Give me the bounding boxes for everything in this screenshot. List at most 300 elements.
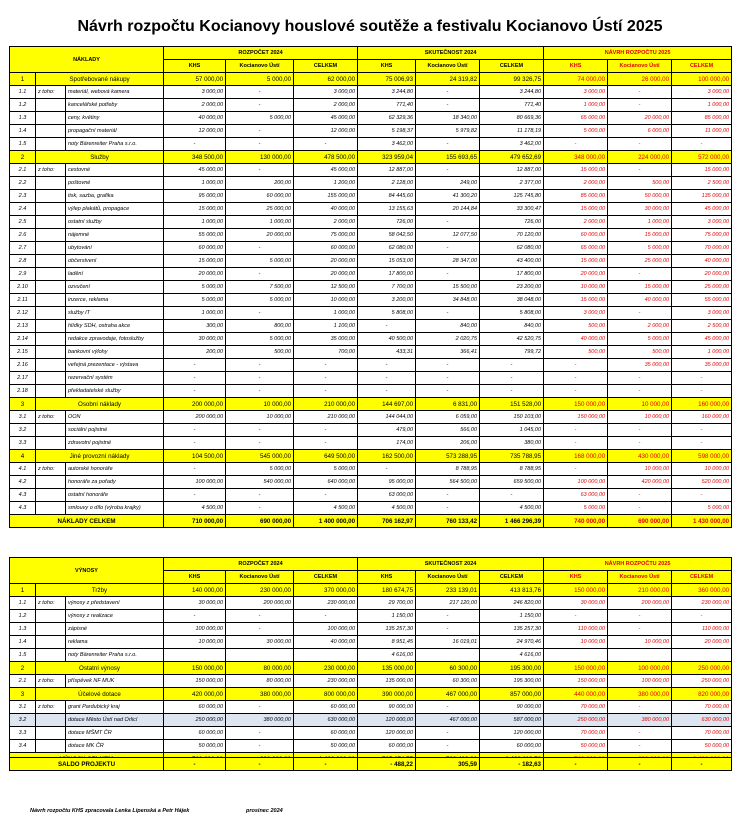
value-cell: - bbox=[294, 372, 358, 385]
value-cell: 573 288,95 bbox=[416, 450, 480, 463]
value-cell: 420 000,00 bbox=[608, 476, 672, 489]
value-cell: 100 000,00 bbox=[608, 675, 672, 688]
value-cell: 2 020,75 bbox=[416, 333, 480, 346]
value-cell: - bbox=[672, 138, 732, 151]
value-cell: - bbox=[672, 424, 732, 437]
value-cell: 144 697,00 bbox=[358, 398, 416, 411]
table-row bbox=[10, 307, 732, 320]
total-value-cell: 760 133,42 bbox=[416, 515, 480, 528]
value-cell: 20 000,00 bbox=[294, 268, 358, 281]
row-code: 2 bbox=[10, 662, 36, 675]
value-cell: 18 340,00 bbox=[416, 112, 480, 125]
value-cell: - bbox=[358, 359, 416, 372]
value-cell: 210 000,00 bbox=[294, 398, 358, 411]
value-cell bbox=[294, 649, 358, 662]
value-cell: - bbox=[608, 164, 672, 177]
value-cell: - bbox=[608, 307, 672, 320]
value-cell: 160 000,00 bbox=[672, 398, 732, 411]
value-cell: 150 000,00 bbox=[164, 675, 226, 688]
row-label: zápisné bbox=[66, 623, 164, 636]
row-prefix bbox=[36, 740, 66, 753]
value-cell: 3 244,80 bbox=[358, 86, 416, 99]
value-cell: 150 000,00 bbox=[544, 584, 608, 597]
row-label: výnosy z představení bbox=[66, 597, 164, 610]
value-cell: 100 000,00 bbox=[672, 73, 732, 86]
row-code: 3.1 bbox=[10, 701, 36, 714]
value-cell: 230 000,00 bbox=[226, 584, 294, 597]
saldo-value-cell: - bbox=[226, 758, 294, 771]
value-cell: 25 000,00 bbox=[608, 255, 672, 268]
row-code: 3.4 bbox=[10, 740, 36, 753]
value-cell: - bbox=[294, 138, 358, 151]
value-cell: 33 300,47 bbox=[480, 203, 544, 216]
value-cell: - bbox=[358, 463, 416, 476]
value-cell: 104 500,00 bbox=[164, 450, 226, 463]
row-label: propagační materiál bbox=[66, 125, 164, 138]
group-header-actual-2024: SKUTEČNOST 2024 bbox=[358, 558, 544, 571]
value-cell: 20 000,00 bbox=[294, 255, 358, 268]
value-cell: 160 000,00 bbox=[672, 411, 732, 424]
value-cell: 6 000,00 bbox=[608, 125, 672, 138]
table-row bbox=[10, 229, 732, 242]
value-cell: 75 000,00 bbox=[294, 229, 358, 242]
value-cell: 5 000,00 bbox=[226, 463, 294, 476]
value-cell: 60 000,00 bbox=[358, 740, 416, 753]
header-row-groups bbox=[10, 47, 732, 60]
value-cell: 63 000,00 bbox=[358, 489, 416, 502]
row-label: grant Pardubický kraj bbox=[66, 701, 164, 714]
value-cell: 5 000,00 bbox=[672, 502, 732, 515]
section-row bbox=[10, 450, 732, 463]
value-cell: - bbox=[608, 502, 672, 515]
row-label: výlep plakátů, propagace bbox=[66, 203, 164, 216]
value-cell: 20 000,00 bbox=[608, 112, 672, 125]
value-cell: 38 048,00 bbox=[480, 294, 544, 307]
row-prefix bbox=[36, 333, 66, 346]
table-row bbox=[10, 216, 732, 229]
row-prefix bbox=[36, 294, 66, 307]
costs-table bbox=[9, 46, 732, 528]
value-cell: 74 000,00 bbox=[544, 73, 608, 86]
value-cell: 100 000,00 bbox=[544, 476, 608, 489]
table-row bbox=[10, 437, 732, 450]
value-cell: - bbox=[416, 385, 480, 398]
row-code: 2.1 bbox=[10, 675, 36, 688]
value-cell: - bbox=[416, 740, 480, 753]
value-cell: 726,00 bbox=[358, 216, 416, 229]
value-cell: 23 200,00 bbox=[480, 281, 544, 294]
value-cell: 5 000,00 bbox=[608, 333, 672, 346]
value-cell: 1 000,00 bbox=[544, 99, 608, 112]
row-prefix bbox=[36, 138, 66, 151]
column-header: Kocianovo Ústí bbox=[416, 571, 480, 584]
column-header: KHS bbox=[164, 571, 226, 584]
value-cell: - bbox=[164, 138, 226, 151]
value-cell: 12 077,50 bbox=[416, 229, 480, 242]
value-cell: 10 000,00 bbox=[608, 398, 672, 411]
value-cell: - bbox=[416, 489, 480, 502]
row-label: autorské honoráře bbox=[66, 463, 164, 476]
value-cell: - bbox=[416, 164, 480, 177]
column-header: KHS bbox=[358, 60, 416, 73]
value-cell: 13 155,63 bbox=[358, 203, 416, 216]
row-code: 3.2 bbox=[10, 424, 36, 437]
value-cell: 857 000,00 bbox=[480, 688, 544, 701]
row-code: 1.1 bbox=[10, 597, 36, 610]
group-header-budget-2024: ROZPOČET 2024 bbox=[164, 47, 358, 60]
value-cell: 10 000,00 bbox=[226, 398, 294, 411]
row-code: 2.9 bbox=[10, 268, 36, 281]
value-cell: 50 000,00 bbox=[294, 740, 358, 753]
value-cell: 63 000,00 bbox=[544, 489, 608, 502]
column-header: KHS bbox=[544, 571, 608, 584]
value-cell bbox=[226, 649, 294, 662]
value-cell: 200 000,00 bbox=[226, 597, 294, 610]
total-value-cell: 690 000,00 bbox=[226, 515, 294, 528]
row-label: poštovné bbox=[66, 177, 164, 190]
value-cell: 7 500,00 bbox=[226, 281, 294, 294]
value-cell: 5 000,00 bbox=[294, 463, 358, 476]
value-cell: - bbox=[608, 489, 672, 502]
value-cell: - bbox=[416, 268, 480, 281]
value-cell: 5 808,00 bbox=[480, 307, 544, 320]
value-cell: 15 000,00 bbox=[608, 229, 672, 242]
value-cell: 150 103,00 bbox=[480, 411, 544, 424]
row-label: reklama bbox=[66, 636, 164, 649]
table-row bbox=[10, 701, 732, 714]
value-cell: 15 000,00 bbox=[672, 164, 732, 177]
value-cell: 30 000,00 bbox=[164, 597, 226, 610]
value-cell: 3 200,00 bbox=[358, 294, 416, 307]
column-header: KHS bbox=[358, 571, 416, 584]
table-row bbox=[10, 385, 732, 398]
value-cell: 40 000,00 bbox=[164, 112, 226, 125]
value-cell: 15 000,00 bbox=[544, 255, 608, 268]
row-label: honoráře za pořady bbox=[66, 476, 164, 489]
value-cell: - bbox=[608, 610, 672, 623]
value-cell: - bbox=[416, 307, 480, 320]
value-cell: - bbox=[226, 372, 294, 385]
column-header: Kocianovo Ústí bbox=[608, 571, 672, 584]
row-prefix bbox=[36, 255, 66, 268]
value-cell: 55 000,00 bbox=[672, 294, 732, 307]
value-cell: 60 300,00 bbox=[416, 675, 480, 688]
value-cell: - bbox=[416, 623, 480, 636]
value-cell: 60 000,00 bbox=[164, 727, 226, 740]
saldo-value-cell: - bbox=[544, 758, 608, 771]
column-header: CELKEM bbox=[480, 60, 544, 73]
total-value-cell: 1 430 000,00 bbox=[672, 515, 732, 528]
value-cell: 155 693,65 bbox=[416, 151, 480, 164]
value-cell: 1 100,00 bbox=[294, 320, 358, 333]
value-cell: 70 000,00 bbox=[672, 701, 732, 714]
value-cell: 50 000,00 bbox=[544, 740, 608, 753]
value-cell: - bbox=[416, 502, 480, 515]
value-cell: - bbox=[358, 372, 416, 385]
row-label: překladatelské služby bbox=[66, 385, 164, 398]
value-cell: 2 000,00 bbox=[544, 177, 608, 190]
value-cell: 2 000,00 bbox=[164, 99, 226, 112]
value-cell: - bbox=[608, 372, 672, 385]
value-cell: 35 000,00 bbox=[608, 359, 672, 372]
total-value-cell: 690 000,00 bbox=[608, 515, 672, 528]
value-cell: 25 000,00 bbox=[672, 281, 732, 294]
row-prefix bbox=[36, 636, 66, 649]
value-cell: - bbox=[294, 489, 358, 502]
value-cell: - bbox=[544, 138, 608, 151]
value-cell: - bbox=[226, 437, 294, 450]
value-cell: 130 000,00 bbox=[226, 151, 294, 164]
value-cell: 151 528,00 bbox=[480, 398, 544, 411]
row-label: ceny, květiny bbox=[66, 112, 164, 125]
value-cell: 140 000,00 bbox=[164, 584, 226, 597]
table-row bbox=[10, 623, 732, 636]
value-cell: - bbox=[416, 359, 480, 372]
column-header: CELKEM bbox=[294, 571, 358, 584]
table-row bbox=[10, 294, 732, 307]
value-cell: 433,31 bbox=[358, 346, 416, 359]
value-cell: 17 800,00 bbox=[358, 268, 416, 281]
value-cell: 45 000,00 bbox=[164, 164, 226, 177]
value-cell: 380 000,00 bbox=[226, 714, 294, 727]
value-cell: - bbox=[164, 359, 226, 372]
row-code: 3 bbox=[10, 688, 36, 701]
value-cell: - bbox=[164, 489, 226, 502]
value-cell: - bbox=[164, 437, 226, 450]
value-cell: 630 000,00 bbox=[672, 714, 732, 727]
value-cell: 5 000,00 bbox=[608, 242, 672, 255]
value-cell: - bbox=[358, 385, 416, 398]
value-cell: 5 000,00 bbox=[226, 294, 294, 307]
value-cell: 390 000,00 bbox=[358, 688, 416, 701]
value-cell: 40 000,00 bbox=[294, 203, 358, 216]
saldo-value-cell: - bbox=[294, 758, 358, 771]
row-code: 2.5 bbox=[10, 216, 36, 229]
value-cell: 15 000,00 bbox=[164, 255, 226, 268]
table-row bbox=[10, 177, 732, 190]
row-label: ladění bbox=[66, 268, 164, 281]
value-cell: 366,41 bbox=[416, 346, 480, 359]
value-cell: 70 120,00 bbox=[480, 229, 544, 242]
value-cell: 30 000,00 bbox=[608, 203, 672, 216]
value-cell: - bbox=[416, 610, 480, 623]
value-cell: - bbox=[608, 385, 672, 398]
value-cell: 4 616,00 bbox=[480, 649, 544, 662]
value-cell: 800,00 bbox=[226, 320, 294, 333]
value-cell: 479 652,69 bbox=[480, 151, 544, 164]
value-cell: 735 788,95 bbox=[480, 450, 544, 463]
value-cell: 58 042,50 bbox=[358, 229, 416, 242]
value-cell: 150 000,00 bbox=[544, 662, 608, 675]
value-cell: 174,00 bbox=[358, 437, 416, 450]
table-row bbox=[10, 112, 732, 125]
value-cell: 520 000,00 bbox=[672, 476, 732, 489]
table-row bbox=[10, 463, 732, 476]
footer-date: prosinec 2024 bbox=[246, 808, 283, 814]
value-cell: 62 080,00 bbox=[480, 242, 544, 255]
value-cell: 55 000,00 bbox=[164, 229, 226, 242]
value-cell: 224 000,00 bbox=[608, 151, 672, 164]
value-cell: 15 500,00 bbox=[416, 281, 480, 294]
value-cell: 1 200,00 bbox=[294, 177, 358, 190]
row-prefix bbox=[36, 610, 66, 623]
value-cell: 5 198,37 bbox=[358, 125, 416, 138]
row-label: ostatní služby bbox=[66, 216, 164, 229]
value-cell: 60 000,00 bbox=[544, 229, 608, 242]
value-cell: 4 500,00 bbox=[294, 502, 358, 515]
column-header: CELKEM bbox=[672, 60, 732, 73]
value-cell: 40 000,00 bbox=[294, 636, 358, 649]
value-cell: 100 000,00 bbox=[294, 623, 358, 636]
value-cell: 95 000,00 bbox=[358, 476, 416, 489]
value-cell: 70 000,00 bbox=[544, 701, 608, 714]
value-cell: - bbox=[672, 610, 732, 623]
value-cell: 15 000,00 bbox=[164, 203, 226, 216]
value-cell: - bbox=[544, 424, 608, 437]
row-prefix bbox=[36, 268, 66, 281]
row-code: 2.4 bbox=[10, 203, 36, 216]
value-cell: 120 000,00 bbox=[480, 727, 544, 740]
table-row bbox=[10, 424, 732, 437]
value-cell: 380 000,00 bbox=[608, 688, 672, 701]
value-cell: 85 000,00 bbox=[544, 190, 608, 203]
value-cell: 135 000,00 bbox=[672, 190, 732, 203]
value-cell: - bbox=[226, 623, 294, 636]
row-prefix: z toho: bbox=[36, 86, 66, 99]
value-cell: - bbox=[226, 424, 294, 437]
revenue-table bbox=[9, 557, 732, 766]
table-row bbox=[10, 714, 732, 727]
value-cell: 45 000,00 bbox=[294, 112, 358, 125]
saldo-value-cell: - bbox=[164, 758, 226, 771]
value-cell: 30 000,00 bbox=[226, 636, 294, 649]
value-cell: - bbox=[608, 424, 672, 437]
row-code: 1.3 bbox=[10, 623, 36, 636]
table-row bbox=[10, 333, 732, 346]
table-row bbox=[10, 255, 732, 268]
value-cell: 12 887,00 bbox=[358, 164, 416, 177]
value-cell: - bbox=[226, 701, 294, 714]
value-cell: 50 000,00 bbox=[164, 740, 226, 753]
group-header-budget-2024: ROZPOČET 2024 bbox=[164, 558, 358, 571]
value-cell: 62 080,00 bbox=[358, 242, 416, 255]
row-label: inzerce, reklama bbox=[66, 294, 164, 307]
row-prefix bbox=[36, 649, 66, 662]
value-cell: 3 000,00 bbox=[672, 307, 732, 320]
value-cell: 144 044,00 bbox=[358, 411, 416, 424]
value-cell: - bbox=[226, 138, 294, 151]
value-cell: 5 000,00 bbox=[544, 502, 608, 515]
value-cell: - bbox=[226, 385, 294, 398]
column-header: CELKEM bbox=[480, 571, 544, 584]
table-row bbox=[10, 203, 732, 216]
value-cell: 540 000,00 bbox=[226, 476, 294, 489]
value-cell: 230 000,00 bbox=[294, 662, 358, 675]
value-cell: 7 700,00 bbox=[358, 281, 416, 294]
section-header-label: VÝNOSY bbox=[10, 558, 164, 584]
value-cell: - bbox=[294, 385, 358, 398]
value-cell: 84 445,60 bbox=[358, 190, 416, 203]
value-cell: - bbox=[608, 727, 672, 740]
row-code: 3.3 bbox=[10, 437, 36, 450]
value-cell: 250 000,00 bbox=[544, 714, 608, 727]
value-cell: 3 462,00 bbox=[480, 138, 544, 151]
value-cell: 1 000,00 bbox=[294, 307, 358, 320]
value-cell: 360 000,00 bbox=[672, 584, 732, 597]
value-cell: 100 000,00 bbox=[164, 476, 226, 489]
table-row bbox=[10, 502, 732, 515]
value-cell: 200,00 bbox=[164, 346, 226, 359]
value-cell: 1 150,00 bbox=[480, 610, 544, 623]
row-code: 1.2 bbox=[10, 610, 36, 623]
value-cell: 1 000,00 bbox=[164, 177, 226, 190]
table-row bbox=[10, 138, 732, 151]
value-cell: 210 000,00 bbox=[608, 584, 672, 597]
table-row bbox=[10, 99, 732, 112]
value-cell: 210 000,00 bbox=[294, 411, 358, 424]
value-cell: 20 144,84 bbox=[416, 203, 480, 216]
value-cell: 478 500,00 bbox=[294, 151, 358, 164]
value-cell: 800 000,00 bbox=[294, 688, 358, 701]
value-cell: - bbox=[226, 502, 294, 515]
total-value-cell: 740 000,00 bbox=[544, 515, 608, 528]
column-header: Kocianovo Ústí bbox=[226, 571, 294, 584]
row-code: 1.5 bbox=[10, 649, 36, 662]
row-prefix bbox=[36, 112, 66, 125]
value-cell: 45 000,00 bbox=[672, 203, 732, 216]
value-cell: - bbox=[226, 125, 294, 138]
row-label: veřejná prezentace - výstava bbox=[66, 359, 164, 372]
value-cell: - bbox=[226, 489, 294, 502]
value-cell: 60 300,00 bbox=[416, 662, 480, 675]
value-cell: 75 000,00 bbox=[672, 229, 732, 242]
value-cell: 4 500,00 bbox=[164, 502, 226, 515]
table-row bbox=[10, 727, 732, 740]
value-cell: 41 300,20 bbox=[416, 190, 480, 203]
value-cell: 1 150,00 bbox=[358, 610, 416, 623]
value-cell: 2 000,00 bbox=[294, 216, 358, 229]
value-cell: 630 000,00 bbox=[294, 714, 358, 727]
row-prefix bbox=[36, 203, 66, 216]
value-cell: - bbox=[226, 307, 294, 320]
row-prefix bbox=[36, 216, 66, 229]
table-row bbox=[10, 190, 732, 203]
value-cell: 564 500,00 bbox=[416, 476, 480, 489]
value-cell: - bbox=[164, 463, 226, 476]
value-cell: 246 820,00 bbox=[480, 597, 544, 610]
value-cell: 150 000,00 bbox=[544, 398, 608, 411]
value-cell: 230 000,00 bbox=[294, 675, 358, 688]
value-cell: 598 000,00 bbox=[672, 450, 732, 463]
value-cell: 440 000,00 bbox=[544, 688, 608, 701]
group-header-proposal-2025: NÁVRH ROZPOČTU 2025 bbox=[544, 558, 732, 571]
value-cell: 60 000,00 bbox=[294, 727, 358, 740]
row-code: 2.7 bbox=[10, 242, 36, 255]
value-cell: - bbox=[672, 437, 732, 450]
value-cell: - bbox=[226, 727, 294, 740]
row-label: Jiné provozní náklady bbox=[36, 450, 164, 463]
value-cell: 217 120,00 bbox=[416, 597, 480, 610]
row-code: 2 bbox=[10, 151, 36, 164]
value-cell: 20 000,00 bbox=[544, 268, 608, 281]
value-cell: 10 000,00 bbox=[164, 636, 226, 649]
value-cell: 467 000,00 bbox=[416, 714, 480, 727]
page-title: Návrh rozpočtu Kocianovy houslové soutěže a festivalu Kocianovo Ústí 2025 bbox=[77, 18, 663, 35]
row-code: 2.1 bbox=[10, 164, 36, 177]
row-prefix bbox=[36, 385, 66, 398]
value-cell: 2 000,00 bbox=[608, 320, 672, 333]
value-cell: 249,00 bbox=[416, 177, 480, 190]
